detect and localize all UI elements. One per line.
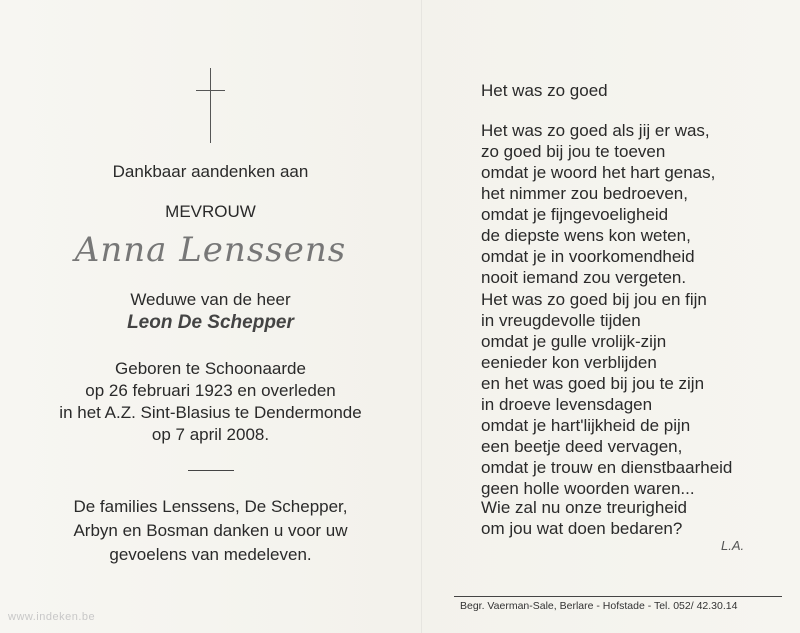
separator	[188, 470, 234, 471]
thanks-line: gevoelens van medeleven.	[109, 545, 312, 564]
poem-line: Het was zo goed als jij er was,	[481, 121, 710, 140]
right-panel	[481, 0, 800, 633]
poem-line: omdat je fijngevoeligheid	[481, 205, 669, 224]
poem-stanza-2	[481, 289, 732, 499]
poem-line: Het was zo goed bij jou en fijn	[481, 290, 707, 309]
poem-line: Wie zal nu onze treurigheid	[481, 498, 688, 517]
poem-line: het nimmer zou bedroeven,	[481, 184, 688, 203]
poem-author-initials: L.A.	[721, 538, 745, 553]
card-fold	[421, 0, 422, 633]
thanks-block	[0, 495, 421, 567]
poem-line: in droeve levensdagen	[481, 395, 653, 414]
birth-death-line: op 7 april 2008.	[151, 425, 270, 444]
poem-line: en het was goed bij jou te zijn	[481, 374, 705, 393]
poem-line: eenieder kon verblijden	[481, 353, 657, 372]
poem-line: de diepste wens kon weten,	[481, 226, 691, 245]
poem-stanza-1	[481, 120, 715, 288]
birth-death-line: op 26 februari 1923 en overleden	[85, 381, 336, 400]
cross-icon-bar	[196, 90, 225, 91]
poem-line: zo goed bij jou te toeven	[481, 142, 666, 161]
site-watermark: www.indeken.be	[8, 611, 96, 623]
thanks-line: Arbyn en Bosman danken u voor uw	[73, 521, 348, 540]
birth-death-line: Geboren te Schoonaarde	[115, 359, 306, 378]
honorific: MEVROUW	[165, 202, 256, 221]
poem-title: Het was zo goed	[481, 81, 608, 100]
poem-line: om jou wat doen bedaren?	[481, 519, 683, 538]
poem-line: omdat je hart'lijkheid de pijn	[481, 416, 691, 435]
thanks-line: De families Lenssens, De Schepper,	[73, 497, 348, 516]
printer-divider	[454, 596, 782, 597]
poem-line: nooit iemand zou vergeten.	[481, 268, 687, 287]
poem-line: omdat je gulle vrolijk-zijn	[481, 332, 667, 351]
poem-line: een beetje deed vervagen,	[481, 437, 683, 456]
widow-text: Weduwe van de heer	[130, 290, 291, 309]
poem-line: in vreugdevolle tijden	[481, 311, 641, 330]
poem-line: omdat je woord het hart genas,	[481, 163, 716, 182]
poem-line: omdat je trouw en dienstbaarheid	[481, 458, 733, 477]
poem-line: omdat je in voorkomendheid	[481, 247, 695, 266]
husband-name: Leon De Schepper	[127, 312, 294, 333]
poem-stanza-3	[481, 497, 687, 539]
birth-death-block	[0, 358, 421, 446]
printer-credit: Begr. Vaerman-Sale, Berlare - Hofstade - Tel. 052/ 42.30.14	[460, 600, 738, 612]
birth-death-line: in het A.Z. Sint-Blasius te Dendermonde	[59, 403, 362, 422]
intro-text: Dankbaar aandenken aan	[112, 162, 309, 181]
deceased-name: Anna Lenssens	[74, 230, 347, 270]
cross-icon	[210, 68, 211, 143]
poem-line: geen holle woorden waren...	[481, 479, 695, 498]
